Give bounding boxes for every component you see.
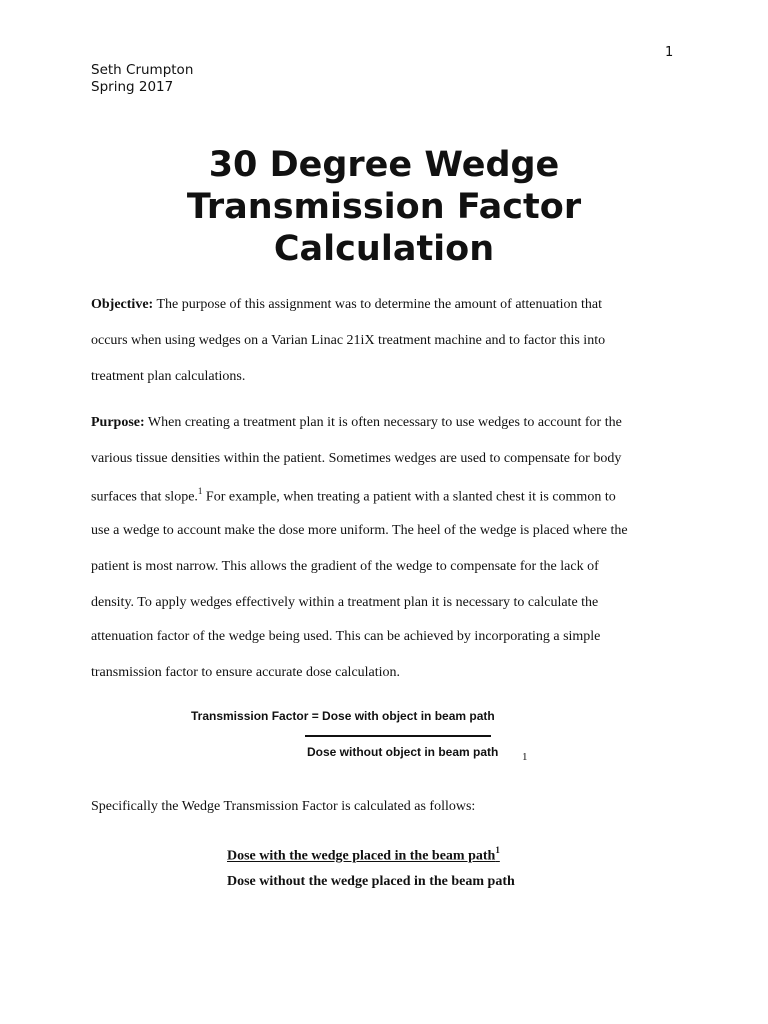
purpose-label: Purpose:	[91, 415, 145, 430]
formula-reference: 1	[522, 751, 528, 763]
formula-numerator: Transmission Factor = Dose with object in beam path	[191, 709, 495, 723]
purpose-line: various tissue densities within the patient. Sometimes wedges are used to compensate for body	[91, 451, 622, 466]
purpose-text: For example, when treating a patient with a slanted chest it is common to	[202, 489, 616, 505]
purpose-text: surfaces that slope.	[91, 489, 198, 505]
wedge-formula-numerator	[227, 846, 500, 865]
term: Spring 2017	[91, 79, 174, 95]
citation-superscript: 1	[495, 845, 500, 855]
title-line-3: Calculation	[273, 229, 495, 269]
header-block	[91, 62, 193, 96]
purpose-line	[91, 487, 616, 506]
specifically-text: Specifically the Wedge Transmission Factor is calculated as follows:	[91, 799, 476, 814]
objective-line	[91, 297, 602, 313]
purpose-line	[91, 415, 622, 431]
purpose-line: density. To apply wedges effectively within a treatment plan it is necessary to calculate the	[91, 595, 599, 610]
page-number: 1	[665, 45, 674, 60]
author-name: Seth Crumpton	[91, 62, 194, 78]
objective-line: treatment plan calculations.	[91, 369, 246, 384]
title-line-2: Transmission Factor	[186, 187, 582, 227]
purpose-text: When creating a treatment plan it is often necessary to use wedges to account for the	[144, 415, 622, 430]
objective-text: The purpose of this assignment was to determine the amount of attenuation that	[153, 297, 603, 312]
wedge-numerator-text: Dose with the wedge placed in the beam path	[227, 848, 496, 864]
purpose-line: use a wedge to account make the dose more uniform. The heel of the wedge is placed where the	[91, 523, 628, 538]
objective-line: occurs when using wedges on a Varian Linac 21iX treatment machine and to factor this into	[91, 333, 606, 348]
wedge-formula-denominator: Dose without the wedge placed in the beam path	[227, 874, 515, 889]
formula-denominator: Dose without object in beam path	[307, 745, 499, 759]
citation-superscript: 1	[197, 486, 203, 496]
purpose-line: attenuation factor of the wedge being used. This can be achieved by incorporating a simple	[91, 629, 601, 644]
objective-label: Objective:	[91, 297, 154, 312]
title-line-1: 30 Degree Wedge	[208, 145, 560, 185]
page-title	[0, 144, 768, 270]
fraction-bar	[305, 735, 491, 737]
purpose-line: transmission factor to ensure accurate dose calculation.	[91, 665, 401, 680]
purpose-line: patient is most narrow. This allows the gradient of the wedge to compensate for the lack of	[91, 559, 599, 574]
